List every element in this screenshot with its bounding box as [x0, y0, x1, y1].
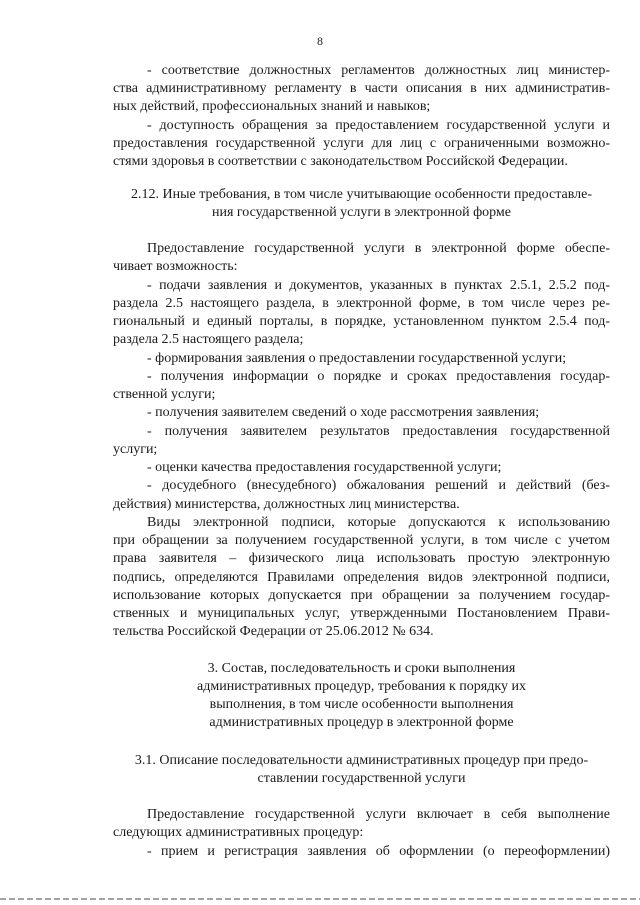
- text-line: - оценки качества предоставления государственной услуги;: [147, 460, 502, 475]
- text-line: услуги;: [113, 442, 158, 457]
- section-heading: 3.1. Описание последовательности административных процедур при предо-: [134, 753, 589, 768]
- text-line: чивает возможность:: [113, 259, 238, 274]
- section-heading: ния государственной услуги в электронной форме: [211, 205, 512, 220]
- section-heading: 2.12. Иные требования, в том числе учитывающие особенности предоставле-: [130, 187, 592, 202]
- text-line: раздела 2.5 настоящего раздела;: [113, 332, 304, 347]
- text-line: - получения заявителем результатов предоставления государственной: [147, 424, 610, 439]
- text-line: ственных и муниципальных услуг, утвержденными Постановлением Прави-: [113, 606, 610, 621]
- text-line: Предоставление государственной услуги в электронной форме обеспе-: [147, 241, 610, 256]
- text-line: ных действий, профессиональных знаний и навыков;: [113, 99, 431, 114]
- text-line: ственной услуги;: [113, 387, 216, 402]
- text-line: предоставления государственной услуги для лиц с ограниченными возможно-: [113, 136, 610, 151]
- text-line: использование которых допускается при обращении за получением государ-: [113, 588, 610, 603]
- text-line: раздела 2.5 настоящего раздела, в электронной форме, в том числе через ре-: [113, 296, 610, 311]
- text-line: - получения информации о порядке и сроках предоставления государ-: [147, 369, 610, 384]
- text-line: - прием и регистрация заявления об оформлении (о переоформлении): [147, 844, 610, 859]
- text-line: тельства Российской Федерации от 25.06.2012 № 634.: [113, 624, 434, 639]
- chapter-heading: 3. Состав, последовательность и сроки выполнения: [207, 661, 516, 676]
- text-line: подпись, определяются Правилами определения видов электронной подписи,: [113, 570, 610, 585]
- page-number: 8: [317, 34, 323, 48]
- chapter-heading: административных процедур, требования к порядку их: [197, 679, 526, 694]
- text-line: действия) министерства, должностных лиц министерства.: [113, 497, 460, 512]
- text-line: - получения заявителем сведений о ходе рассмотрения заявления;: [147, 405, 540, 420]
- chapter-heading: выполнения, в том числе особенности выполнения: [209, 697, 514, 712]
- text-line: - формирования заявления о предоставлении государственной услуги;: [147, 351, 567, 366]
- text-line: - доступность обращения за предоставлением государственной услуги и: [147, 118, 610, 133]
- text-line: гиональный и единый порталы, в порядке, установленном пунктом 2.5.4 под-: [113, 314, 610, 329]
- text-line: при обращении за получением государственной услуги, в том числе с учетом: [113, 533, 610, 548]
- text-line: следующих административных процедур:: [113, 825, 364, 840]
- text-line: стями здоровья в соответствии с законодательством Российской Федерации.: [113, 154, 568, 169]
- text-line: - досудебного (внесудебного) обжалования решений и действий (без-: [147, 478, 610, 493]
- text-line: - соответствие должностных регламентов должностных лиц министер-: [147, 63, 610, 78]
- chapter-heading: административных процедур в электронной форме: [209, 715, 514, 730]
- text-line: Предоставление государственной услуги включает в себя выполнение: [147, 807, 610, 822]
- scan-edge: [0, 898, 640, 900]
- text-line: права заявителя – физического лица использовать простую электронную: [113, 551, 610, 566]
- text-line: ства административному регламенту в части описания в них административ-: [113, 81, 610, 96]
- text-line: - подачи заявления и документов, указанных в пунктах 2.5.1, 2.5.2 под-: [147, 278, 610, 293]
- section-heading: ставлении государственной услуги: [257, 771, 466, 786]
- text-line: Виды электронной подписи, которые допускаются к использованию: [147, 515, 610, 530]
